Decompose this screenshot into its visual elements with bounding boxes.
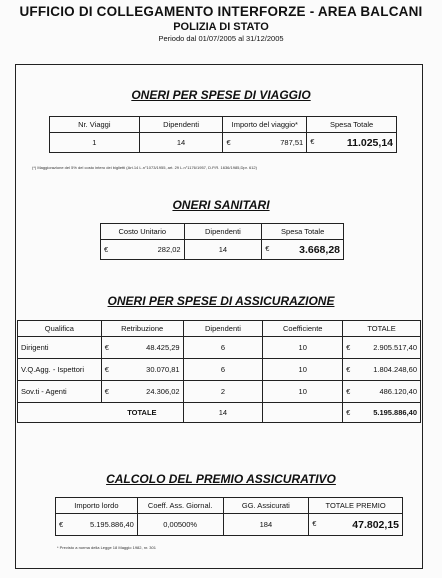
currency-symbol: € [346, 365, 351, 374]
currency-symbol: € [346, 387, 351, 396]
cell: 10 [263, 337, 343, 359]
section-title-insurance [0, 294, 442, 308]
table-row [18, 337, 421, 359]
cell [262, 240, 344, 260]
amount: 2.905.517,40 [373, 343, 417, 352]
col-header: Importo lordo [56, 498, 138, 514]
cell: 14 [139, 133, 223, 153]
footnote: (*) Maggiorazione del 5% del costo intero dei biglietti (Art.14 L.n°1073/1955, art. 29 L.n°1176/1957, D.P.R. 1636/1985,Dpr. 612) [32, 165, 257, 170]
currency-symbol: € [59, 520, 64, 529]
col-header: Costo Unitario [101, 224, 185, 240]
cell [343, 337, 421, 359]
table-row [56, 514, 403, 536]
amount: 787,51 [280, 138, 304, 147]
currency-symbol: € [312, 518, 317, 528]
section-title-travel [0, 88, 442, 102]
currency-symbol: € [265, 243, 270, 253]
cell [309, 514, 403, 536]
cell [56, 514, 138, 536]
cell: 10 [263, 381, 343, 403]
amount: 48.425,29 [146, 343, 180, 352]
currency-symbol: € [310, 136, 315, 146]
cell: 6 [183, 337, 263, 359]
cell: 0,00500% [137, 514, 223, 536]
cell [343, 403, 421, 423]
table-header-row [50, 117, 397, 133]
amount: 3.668,28 [299, 243, 340, 256]
col-header: Dipendenti [183, 321, 263, 337]
travel-table [49, 116, 397, 153]
amount: 24.306,02 [146, 387, 180, 396]
table-header-row [18, 321, 421, 337]
table-header-row [56, 498, 403, 514]
total-label: TOTALE [101, 403, 183, 423]
cell: 6 [183, 359, 263, 381]
table-row [18, 359, 421, 381]
cell [101, 240, 185, 260]
table-row [18, 381, 421, 403]
insurance-table [17, 320, 421, 423]
table-row [50, 133, 397, 153]
cell [101, 359, 183, 381]
cell-empty [18, 403, 102, 423]
col-header: Retribuzione [101, 321, 183, 337]
cell: Dirigenti [18, 337, 102, 359]
document-period: Periodo dal 01/07/2005 al 31/12/2005 [158, 34, 284, 43]
cell: 2 [183, 381, 263, 403]
cell [101, 381, 183, 403]
currency-symbol: € [104, 343, 109, 352]
cell [223, 133, 307, 153]
table-total-row [18, 403, 421, 423]
col-header: TOTALE [343, 321, 421, 337]
currency-symbol: € [346, 343, 351, 352]
col-header: Qualifica [18, 321, 102, 337]
col-header: TOTALE PREMIO [309, 498, 403, 514]
cell [101, 337, 183, 359]
col-header: Coefficiente [263, 321, 343, 337]
col-header: Importo del viaggio* [223, 117, 307, 133]
col-header: Dipendenti [184, 224, 262, 240]
amount: 5.195.886,40 [373, 408, 417, 417]
cell: 1 [50, 133, 140, 153]
cell [343, 359, 421, 381]
footnote: * Previsto a norma della Legge 18 Maggio 1982, nr. 301 [57, 545, 156, 550]
section-title-insurance-text: ONERI PER SPESE DI ASSICURAZIONE [107, 294, 335, 308]
col-header: Spesa Totale [262, 224, 344, 240]
currency-symbol: € [226, 138, 231, 147]
cell: 14 [184, 240, 262, 260]
col-header: Dipendenti [139, 117, 223, 133]
cell: 10 [263, 359, 343, 381]
currency-symbol: € [346, 408, 351, 417]
amount: 47.802,15 [352, 518, 399, 531]
cell: 14 [183, 403, 263, 423]
document-title: UFFICIO DI COLLEGAMENTO INTERFORZE - AREA BALCANI [19, 4, 423, 19]
health-table [100, 223, 344, 260]
amount: 5.195.886,40 [90, 520, 134, 529]
amount: 1.804.248,60 [373, 365, 417, 374]
col-header: Coeff. Ass. Giornal. [137, 498, 223, 514]
section-title-health [0, 198, 442, 212]
col-header: Nr. Viaggi [50, 117, 140, 133]
amount: 282,02 [157, 245, 181, 254]
amount: 486.120,40 [379, 387, 417, 396]
amount: 11.025,14 [346, 136, 393, 149]
section-title-health-text: ONERI SANITARI [172, 198, 270, 212]
document-subtitle: POLIZIA DI STATO [173, 21, 269, 33]
cell: Sov.ti - Agenti [18, 381, 102, 403]
currency-symbol: € [104, 245, 109, 254]
table-header-row [101, 224, 344, 240]
table-row [101, 240, 344, 260]
cell: V.Q.Agg. - Ispettori [18, 359, 102, 381]
premium-table [55, 497, 403, 536]
cell: 184 [223, 514, 309, 536]
amount: 30.070,81 [146, 365, 180, 374]
section-title-travel-text: ONERI PER SPESE DI VIAGGIO [131, 88, 311, 102]
col-header: Spesa Totale [307, 117, 397, 133]
col-header: GG. Assicurati [223, 498, 309, 514]
cell-empty [263, 403, 343, 423]
section-title-premium-text: CALCOLO DEL PREMIO ASSICURATIVO [106, 472, 336, 486]
section-title-premium [0, 472, 442, 486]
cell [343, 381, 421, 403]
cell [307, 133, 397, 153]
currency-symbol: € [104, 365, 109, 374]
currency-symbol: € [104, 387, 109, 396]
